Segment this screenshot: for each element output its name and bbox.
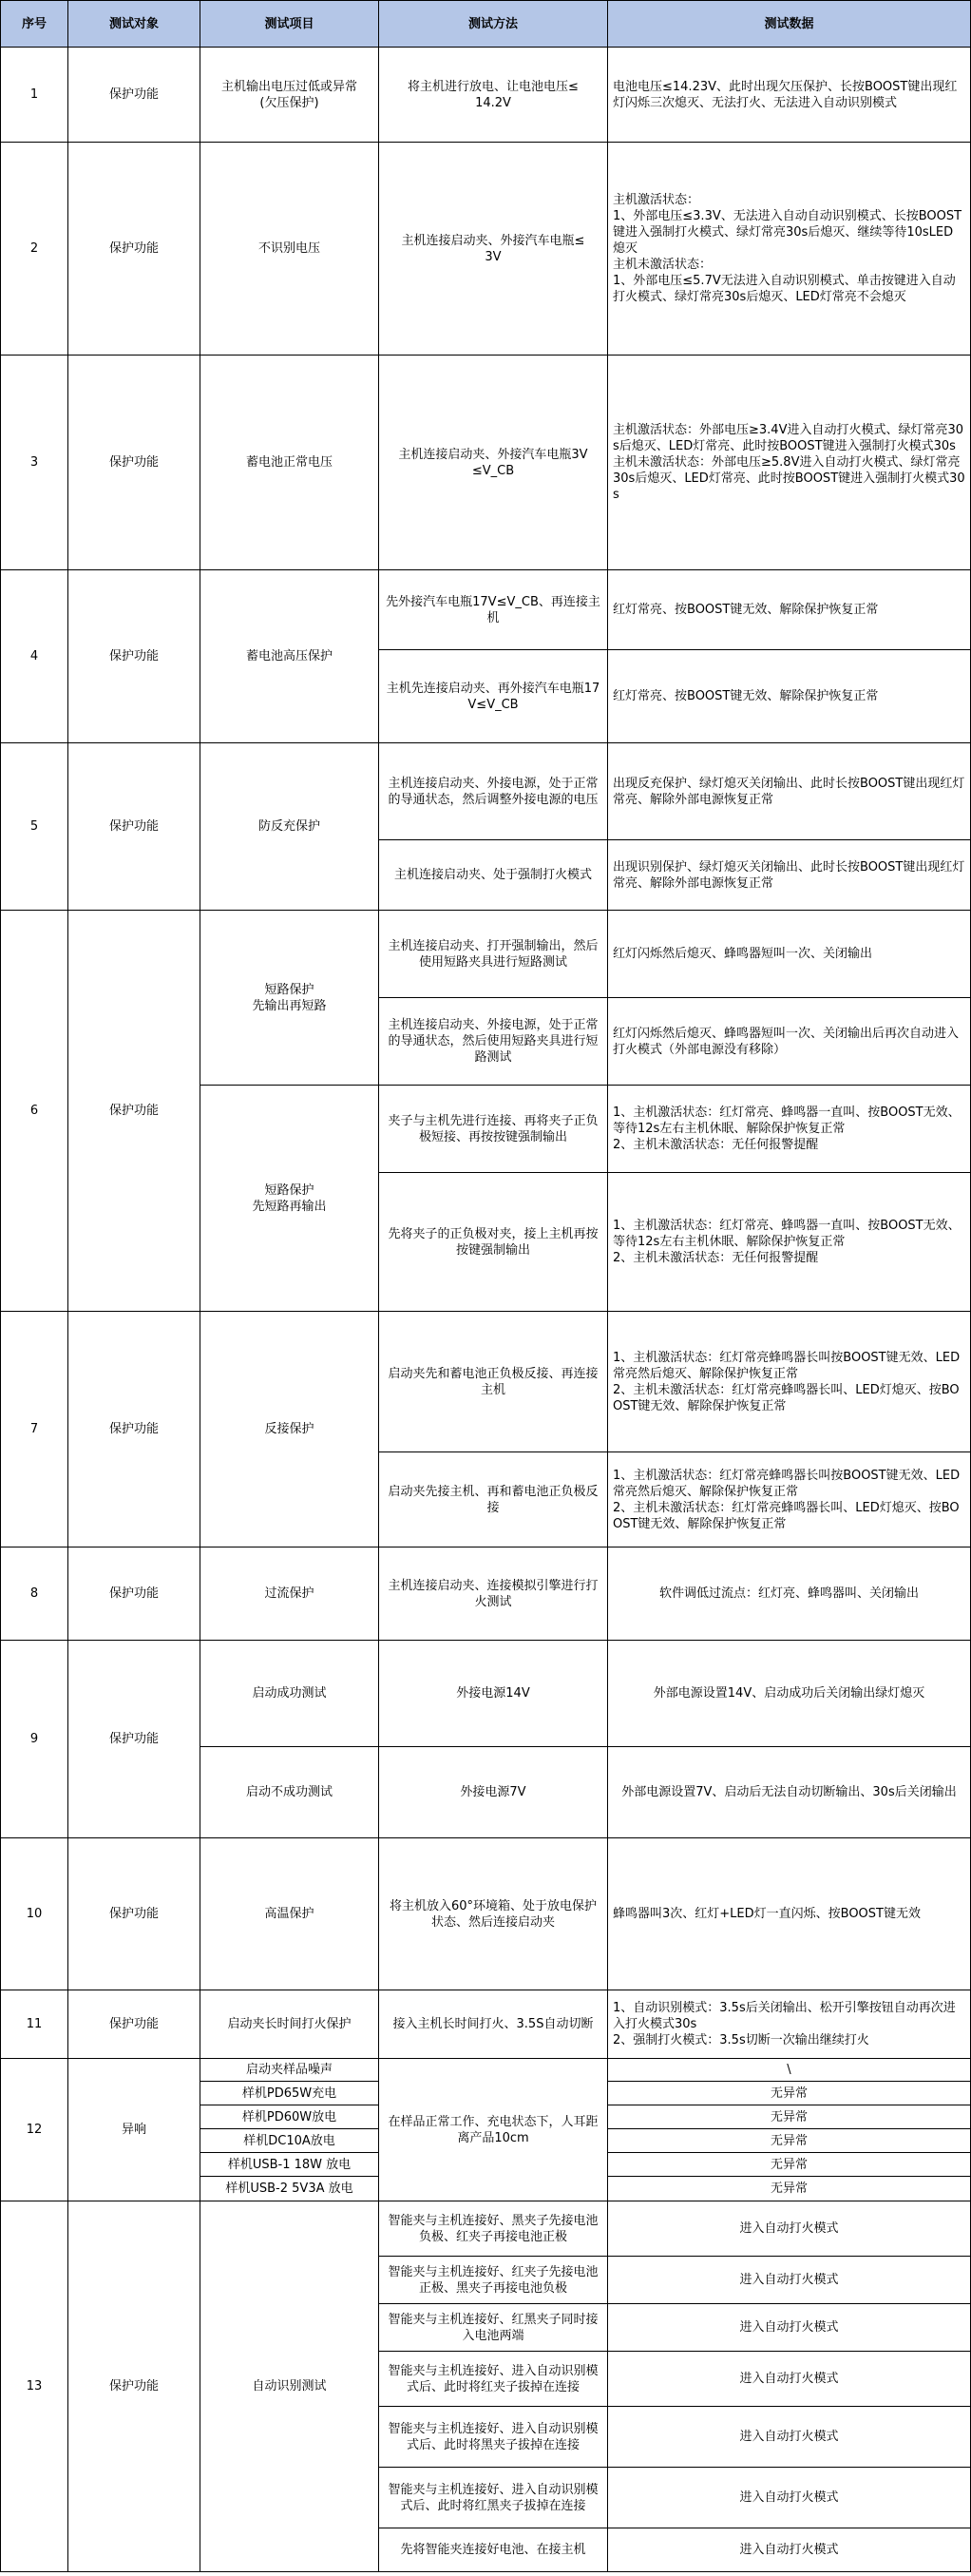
row-item: 不识别电压 xyxy=(200,143,379,356)
row-data: 进入自动打火模式 xyxy=(608,2528,971,2572)
row-method: 在样品正常工作、充电状态下，人耳距离产品10cm xyxy=(379,2059,608,2201)
row-method: 启动夹先和蓄电池正负极反接、再连接主机 xyxy=(379,1312,608,1452)
row-data: 进入自动打火模式 xyxy=(608,2352,971,2407)
table-row xyxy=(1,1838,971,1990)
table-row xyxy=(1,911,971,998)
row-no: 10 xyxy=(1,1838,68,1990)
row-data: 出现识别保护、绿灯熄灭关闭输出、此时长按BOOST键出现红灯常亮、解除外部电源恢复正常 xyxy=(608,840,971,911)
row-data: 主机激活状态： 1、外部电压≤3.3V、无法进入自动自动识别模式、长按BOOST键进入强制打火模式、绿灯常亮30s后熄灭、继续等待10sLED熄灭 主机未激活状态： 1、外部电压≤5.7V无法进入自动识别模式、单击按键进入自动打火模式、绿灯常亮30s后熄灭、LED灯常亮不会熄灭 xyxy=(608,143,971,356)
table-row xyxy=(1,2059,971,2082)
row-object: 保护功能 xyxy=(68,1548,200,1641)
row-data: 无异常 xyxy=(608,2105,971,2129)
row-item: 主机输出电压过低或异常 (欠压保护) xyxy=(200,48,379,143)
row-data: 1、主机激活状态：红灯常亮、蜂鸣器一直叫、按BOOST无效、等待12s左右主机休眠、解除保护恢复正常 2、主机未激活状态：无任何报警提醒 xyxy=(608,1086,971,1173)
row-data: 1、主机激活状态：红灯常亮蜂鸣器长叫按BOOST键无效、LED常亮然后熄灭、解除保护恢复正常 2、主机未激活状态：红灯常亮蜂鸣器长叫、LED灯熄灭、按BOOST键无效、解除保护恢复正常 xyxy=(608,1452,971,1548)
table-row xyxy=(1,2201,971,2257)
table-row xyxy=(1,743,971,840)
row-object: 保护功能 xyxy=(68,2201,200,2572)
header-object: 测试对象 xyxy=(68,1,200,48)
row-method: 先将夹子的正负极对夹，接上主机再按按键强制输出 xyxy=(379,1173,608,1312)
table-row xyxy=(1,1312,971,1452)
row-method: 智能夹与主机连接好、红夹子先接电池正极、黑夹子再接电池负极 xyxy=(379,2257,608,2304)
row-method: 外接电源14V xyxy=(379,1641,608,1747)
row-item: 样机USB-1 18W 放电 xyxy=(200,2153,379,2177)
row-no: 13 xyxy=(1,2201,68,2572)
row-item: 蓄电池高压保护 xyxy=(200,570,379,743)
row-no: 3 xyxy=(1,356,68,570)
row-method: 主机先连接启动夹、再外接汽车电瓶17V≤V_CB xyxy=(379,650,608,743)
row-object: 保护功能 xyxy=(68,356,200,570)
row-method: 智能夹与主机连接好、红黑夹子同时接入电池两端 xyxy=(379,2304,608,2352)
row-data: 1、主机激活状态：红灯常亮蜂鸣器长叫按BOOST键无效、LED常亮然后熄灭、解除保护恢复正常 2、主机未激活状态：红灯常亮蜂鸣器长叫、LED灯熄灭、按BOOST键无效、解除保护恢复正常 xyxy=(608,1312,971,1452)
row-item: 过流保护 xyxy=(200,1548,379,1641)
row-object: 保护功能 xyxy=(68,911,200,1312)
row-data: 无异常 xyxy=(608,2129,971,2153)
row-method: 主机连接启动夹、处于强制打火模式 xyxy=(379,840,608,911)
row-item: 启动不成功测试 xyxy=(200,1747,379,1838)
table-row xyxy=(1,570,971,650)
table-row xyxy=(1,1990,971,2059)
header-method: 测试方法 xyxy=(379,1,608,48)
row-object: 保护功能 xyxy=(68,1990,200,2059)
row-method: 主机连接启动夹、外接电源，处于正常的导通状态，然后调整外接电源的电压 xyxy=(379,743,608,840)
row-object: 保护功能 xyxy=(68,1838,200,1990)
table-row xyxy=(1,48,971,143)
row-data: 无异常 xyxy=(608,2177,971,2201)
row-item: 高温保护 xyxy=(200,1838,379,1990)
row-no: 2 xyxy=(1,143,68,356)
row-data: 红灯常亮、按BOOST键无效、解除保护恢复正常 xyxy=(608,570,971,650)
row-no: 4 xyxy=(1,570,68,743)
row-data: 外部电源设置14V、启动成功后关闭输出绿灯熄灭 xyxy=(608,1641,971,1747)
row-data: 红灯闪烁然后熄灭、蜂鸣器短叫一次、关闭输出后再次自动进入打火模式（外部电源没有移除） xyxy=(608,998,971,1086)
row-no: 8 xyxy=(1,1548,68,1641)
header-no: 序号 xyxy=(1,1,68,48)
row-item: 蓄电池正常电压 xyxy=(200,356,379,570)
row-method: 先外接汽车电瓶17V≤V_CB、再连接主机 xyxy=(379,570,608,650)
row-data: 红灯常亮、按BOOST键无效、解除保护恢复正常 xyxy=(608,650,971,743)
row-method: 智能夹与主机连接好、进入自动识别模式后、此时将红夹子拔掉在连接 xyxy=(379,2352,608,2407)
row-item: 短路保护 先输出再短路 xyxy=(200,911,379,1086)
row-item: 样机PD60W放电 xyxy=(200,2105,379,2129)
row-data: 1、自动识别模式：3.5s后关闭输出、松开引擎按钮自动再次进入打火模式30s 2、强制打火模式：3.5s切断一次输出继续打火 xyxy=(608,1990,971,2059)
header-data: 测试数据 xyxy=(608,1,971,48)
table-row xyxy=(1,143,971,356)
row-method: 外接电源7V xyxy=(379,1747,608,1838)
row-method: 将主机进行放电、让电池电压≤ 14.2V xyxy=(379,48,608,143)
header-item: 测试项目 xyxy=(200,1,379,48)
row-object: 保护功能 xyxy=(68,48,200,143)
row-object: 保护功能 xyxy=(68,143,200,356)
row-method: 启动夹先接主机、再和蓄电池正负极反接 xyxy=(379,1452,608,1548)
row-data: \ xyxy=(608,2059,971,2082)
row-item: 样机PD65W充电 xyxy=(200,2082,379,2105)
header-row xyxy=(1,1,971,48)
row-data: 无异常 xyxy=(608,2082,971,2105)
row-item: 启动夹长时间打火保护 xyxy=(200,1990,379,2059)
row-data: 进入自动打火模式 xyxy=(608,2304,971,2352)
row-object: 保护功能 xyxy=(68,1641,200,1838)
row-no: 6 xyxy=(1,911,68,1312)
row-data: 1、主机激活状态：红灯常亮、蜂鸣器一直叫、按BOOST无效、等待12s左右主机休眠、解除保护恢复正常 2、主机未激活状态：无任何报警提醒 xyxy=(608,1173,971,1312)
row-method: 主机连接启动夹、外接汽车电瓶3V ≤V_CB xyxy=(379,356,608,570)
row-no: 5 xyxy=(1,743,68,911)
row-data: 进入自动打火模式 xyxy=(608,2407,971,2468)
row-no: 11 xyxy=(1,1990,68,2059)
row-method: 智能夹与主机连接好、黑夹子先接电池负极、红夹子再接电池正极 xyxy=(379,2201,608,2257)
row-method: 先将智能夹连接好电池、在接主机 xyxy=(379,2528,608,2572)
row-method: 将主机放入60°环境箱、处于放电保护状态、然后连接启动夹 xyxy=(379,1838,608,1990)
row-item: 防反充保护 xyxy=(200,743,379,911)
row-item: 短路保护 先短路再输出 xyxy=(200,1086,379,1312)
row-method: 主机连接启动夹、外接电源，处于正常的导通状态，然后使用短路夹具进行短路测试 xyxy=(379,998,608,1086)
row-no: 12 xyxy=(1,2059,68,2201)
row-method: 智能夹与主机连接好、进入自动识别模式后、此时将红黑夹子拔掉在连接 xyxy=(379,2468,608,2528)
row-object: 保护功能 xyxy=(68,1312,200,1548)
row-method: 主机连接启动夹、连接模拟引擎进行打火测试 xyxy=(379,1548,608,1641)
row-method: 接入主机长时间打火、3.5S自动切断 xyxy=(379,1990,608,2059)
row-object: 异响 xyxy=(68,2059,200,2201)
row-item: 样机DC10A放电 xyxy=(200,2129,379,2153)
row-data: 进入自动打火模式 xyxy=(608,2468,971,2528)
row-object: 保护功能 xyxy=(68,743,200,911)
row-data: 蜂鸣器叫3次、红灯+LED灯一直闪烁、按BOOST键无效 xyxy=(608,1838,971,1990)
row-object: 保护功能 xyxy=(68,570,200,743)
row-method: 智能夹与主机连接好、进入自动识别模式后、此时将黑夹子拔掉在连接 xyxy=(379,2407,608,2468)
row-item: 自动识别测试 xyxy=(200,2201,379,2572)
row-data: 进入自动打火模式 xyxy=(608,2201,971,2257)
row-method: 夹子与主机先进行连接、再将夹子正负极短接、再按按键强制输出 xyxy=(379,1086,608,1173)
row-data: 外部电源设置7V、启动后无法自动切断输出、30s后关闭输出 xyxy=(608,1747,971,1838)
table-row xyxy=(1,1548,971,1641)
table-row xyxy=(1,356,971,570)
row-no: 9 xyxy=(1,1641,68,1838)
row-method: 主机连接启动夹、打开强制输出，然后使用短路夹具进行短路测试 xyxy=(379,911,608,998)
row-no: 7 xyxy=(1,1312,68,1548)
row-item: 反接保护 xyxy=(200,1312,379,1548)
row-data: 进入自动打火模式 xyxy=(608,2257,971,2304)
row-no: 1 xyxy=(1,48,68,143)
row-item: 样机USB-2 5V3A 放电 xyxy=(200,2177,379,2201)
row-data: 主机激活状态：外部电压≥3.4V进入自动打火模式、绿灯常亮30s后熄灭、LED灯常亮、此时按BOOST键进入强制打火模式30s 主机未激活状态：外部电压≥5.8V进入自动打火模式、绿灯常亮30s后熄灭、LED灯常亮、此时按BOOST键进入强制打火模式30s xyxy=(608,356,971,570)
row-data: 电池电压≤14.23V、此时出现欠压保护、长按BOOST键出现红灯闪烁三次熄灭、无法打火、无法进入自动识别模式 xyxy=(608,48,971,143)
row-data: 无异常 xyxy=(608,2153,971,2177)
table-body xyxy=(1,48,971,2572)
table-row xyxy=(1,1641,971,1747)
row-method: 主机连接启动夹、外接汽车电瓶≤ 3V xyxy=(379,143,608,356)
row-data: 红灯闪烁然后熄灭、蜂鸣器短叫一次、关闭输出 xyxy=(608,911,971,998)
row-item: 启动夹样品噪声 xyxy=(200,2059,379,2082)
row-data: 软件调低过流点：红灯亮、蜂鸣器叫、关闭输出 xyxy=(608,1548,971,1641)
row-item: 启动成功测试 xyxy=(200,1641,379,1747)
row-data: 出现反充保护、绿灯熄灭关闭输出、此时长按BOOST键出现红灯常亮、解除外部电源恢复正常 xyxy=(608,743,971,840)
